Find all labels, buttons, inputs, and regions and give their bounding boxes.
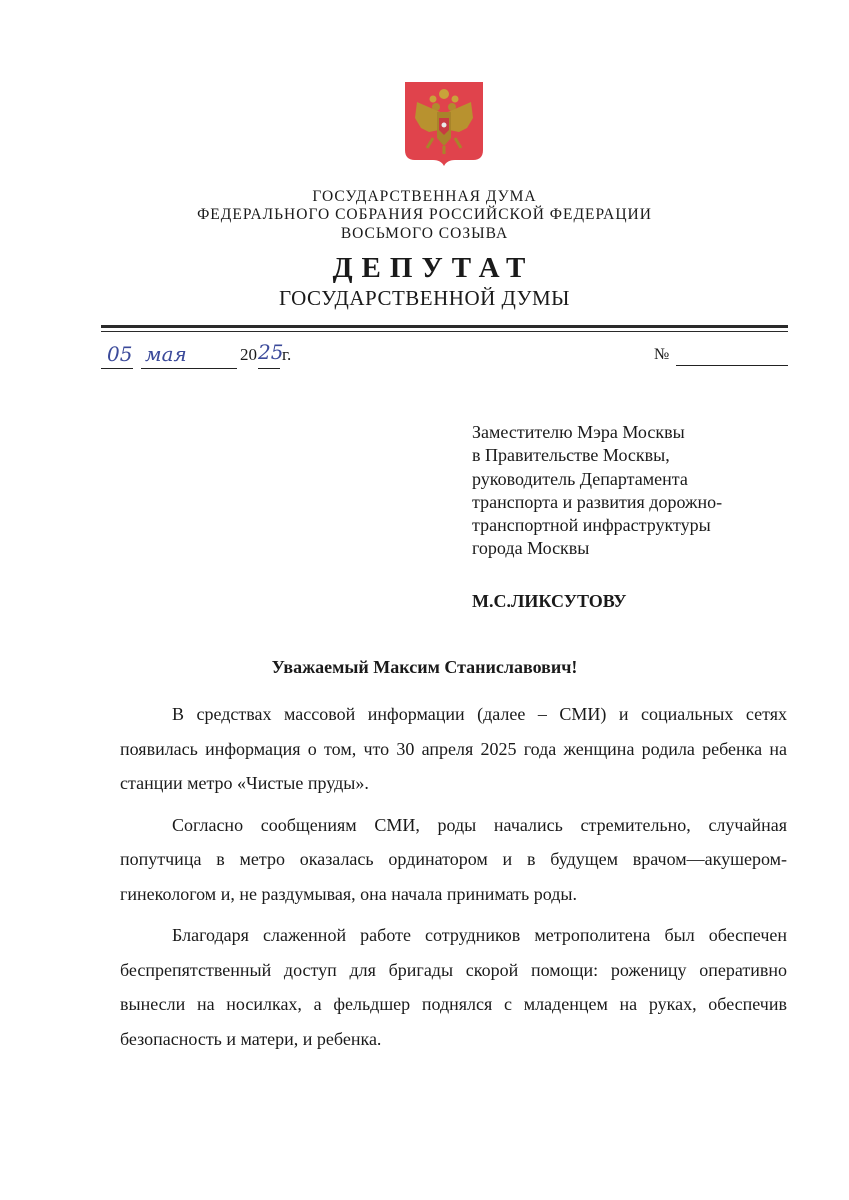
recipient-line: города Москвы <box>472 538 590 559</box>
org-line-state-duma: ГОСУДАРСТВЕННАЯ ДУМА <box>312 188 537 205</box>
recipient-line: транспортной инфраструктуры <box>472 515 711 536</box>
date-year-suffix: 25 <box>258 340 284 364</box>
recipient-line: Заместителю Мэра Москвы <box>472 422 685 442</box>
date-suffix: г. <box>282 345 292 364</box>
letter-paragraph: Благодаря слаженной работе сотрудников метрополитена был обеспечен беспрепятственный доступ для бригады скорой помощи: роженицу оперативно вынесли на носилках, а фельдшер поднялся с младенцем на руках, обеспечив безопасность и матери, и ребенка. <box>120 925 787 1049</box>
date-field <box>101 340 321 370</box>
date-year-prefix: 20 <box>240 345 257 364</box>
russian-coat-of-arms-emblem <box>403 80 485 168</box>
date-day-underline <box>101 368 133 369</box>
date-day: 05 <box>107 342 133 366</box>
recipient-line: в Правительстве Москвы, <box>472 445 670 466</box>
letterhead-title: ДЕПУТАТ <box>332 252 535 284</box>
header-divider-thin <box>101 331 788 332</box>
letterhead-subtitle: ГОСУДАРСТВЕННОЙ ДУМЫ <box>279 286 570 310</box>
recipient-name: М.С.ЛИКСУТОВУ <box>472 591 627 611</box>
document-number-line <box>676 365 788 366</box>
recipient-line: транспорта и развития дорожно- <box>472 491 723 512</box>
date-month-underline <box>141 368 237 369</box>
letter-paragraph: В средствах массовой информации (далее – СМИ) и социальных сетях появилась информация о том, что 30 апреля 2025 года женщина родила ребенка на станции метро «Чистые пруды». <box>120 704 787 793</box>
date-year-underline <box>258 368 280 369</box>
letter-paragraph: Согласно сообщениям СМИ, роды начались стремительно, случайная попутчица в метро оказалась ординатором и в будущем врачом—акушером-гинекологом и, не раздумывая, она начала принимать роды. <box>120 814 787 904</box>
letter-greeting: Уважаемый Максим Станиславович! <box>271 657 578 677</box>
document-number-label: № <box>654 346 670 363</box>
recipient-line: руководитель Департамента <box>472 468 688 489</box>
recipient-block <box>472 421 772 561</box>
date-month: мая <box>145 342 187 366</box>
letter-body <box>120 697 787 1063</box>
org-line-federal-assembly: ФЕДЕРАЛЬНОГО СОБРАНИЯ РОССИЙСКОЙ ФЕДЕРАЦИИ <box>197 206 652 223</box>
org-line-convocation: ВОСЬМОГО СОЗЫВА <box>340 225 509 242</box>
header-divider-thick <box>101 325 788 328</box>
